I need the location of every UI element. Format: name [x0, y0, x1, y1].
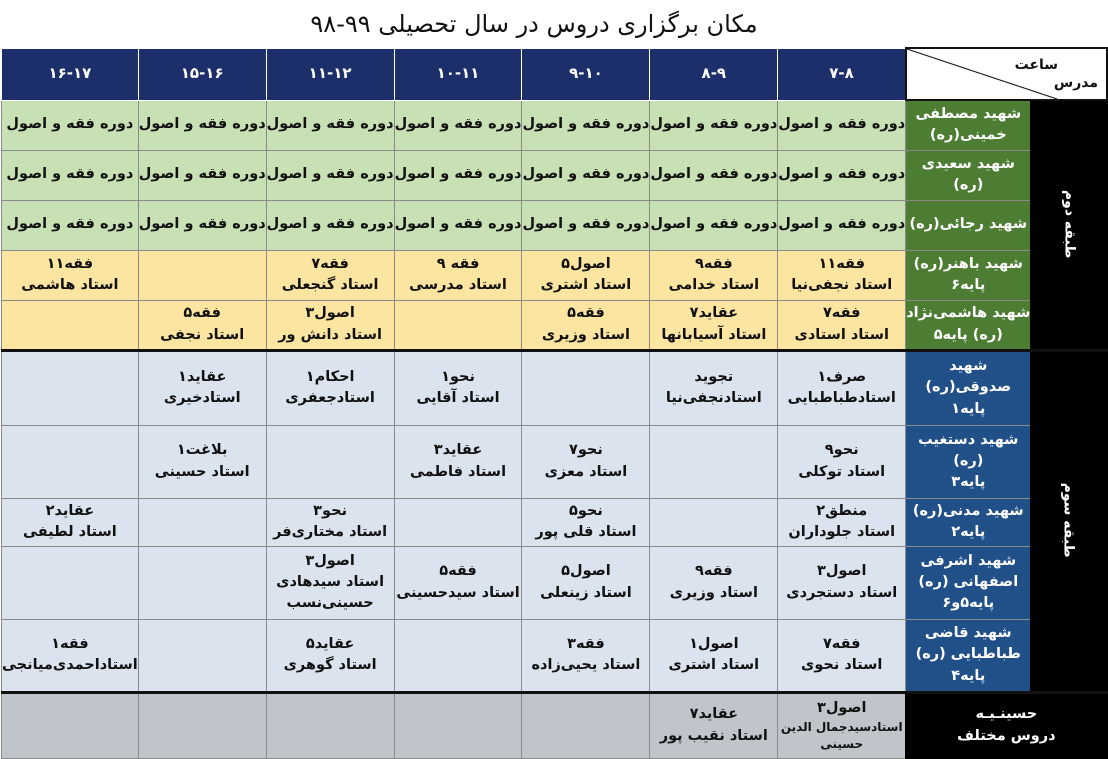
class-cell: [266, 546, 394, 619]
classroom-name: [906, 250, 1031, 300]
course-name: دوره فقه و اصول: [266, 216, 394, 233]
course-name: نحو۵: [568, 502, 603, 519]
teacher-name: استاد وزیری: [669, 584, 758, 601]
class-cell: [778, 546, 906, 619]
teacher-name: استاد آسیابانها: [661, 326, 767, 343]
schedule-row: [2, 692, 1108, 758]
classroom-name-line: خمینی(ره): [929, 127, 1007, 144]
class-cell: [650, 100, 778, 150]
class-cell: [2, 425, 139, 498]
class-cell: [394, 692, 522, 758]
class-cell: [266, 250, 394, 300]
course-name: احکام۱: [305, 368, 355, 385]
class-cell: [522, 350, 650, 425]
course-name: تجوید: [694, 368, 734, 385]
class-cell: [2, 350, 139, 425]
class-cell: [2, 250, 139, 300]
corner-teacher-label: مدرس: [1053, 74, 1099, 91]
course-name: دوره فقه و اصول: [522, 166, 650, 183]
course-name: دوره فقه و اصول: [778, 116, 906, 133]
course-name: دوره فقه و اصول: [6, 216, 134, 233]
class-cell: [650, 692, 778, 758]
class-cell: [522, 692, 650, 758]
teacher-name: استاد دستجردی: [786, 584, 898, 601]
class-cell: [266, 150, 394, 200]
course-name: فقه۷: [311, 255, 349, 272]
schedule-row: [2, 300, 1108, 350]
class-cell: [778, 250, 906, 300]
teacher-name: استادخیری: [163, 390, 241, 406]
schedule-table: [1, 47, 1108, 759]
class-cell: [522, 619, 650, 692]
course-name: بلاغت۱: [176, 442, 228, 459]
teacher-name: استاد لطیفی: [23, 524, 117, 540]
class-cell: [778, 498, 906, 546]
course-name: صرف۱: [817, 368, 867, 385]
teacher-name: استاد گوهری: [283, 657, 377, 673]
course-name: فقه۵: [183, 305, 221, 322]
teacher-name: استاداحمدی‌میانجی: [2, 657, 138, 673]
teacher-name: استاد فاطمی: [409, 463, 507, 480]
teacher-name: استاد آقایی: [416, 390, 500, 406]
teacher-name: استاد توکلی: [798, 463, 886, 480]
teacher-name: استاد نقیب پور: [659, 727, 768, 744]
class-cell: [138, 300, 266, 350]
teacher-name: استاد سیدحسینی: [396, 584, 520, 601]
course-name: دوره فقه و اصول: [778, 216, 906, 233]
classroom-name-line: پایه۲: [951, 524, 986, 540]
course-name: دوره فقه و اصول: [394, 166, 522, 183]
teacher-name: استاد نجفی‌نیا: [791, 277, 893, 293]
classroom-name-line: شهید: [949, 358, 988, 375]
schedule-row: [2, 200, 1108, 250]
schedule-row: [2, 619, 1108, 692]
course-name: فقه۳: [567, 635, 605, 652]
class-cell: [650, 300, 778, 350]
class-cell: [778, 425, 906, 498]
teacher-name: استاد نجفی: [160, 326, 245, 343]
course-name: دوره فقه و اصول: [522, 216, 650, 233]
class-cell: [2, 498, 139, 546]
classroom-name-line: صدوقی(ره): [925, 379, 1012, 396]
course-name: فقه۵: [439, 563, 477, 580]
class-cell: [650, 250, 778, 300]
corner-cell: [906, 48, 1107, 100]
classroom-name-line: دروس مختلف: [957, 727, 1056, 744]
course-name: اصول۳: [305, 305, 355, 322]
class-cell: [650, 200, 778, 250]
course-name: دوره فقه و اصول: [394, 116, 522, 133]
schedule-row: [2, 250, 1108, 300]
course-name: اصول۵: [561, 255, 611, 272]
floor-label: طبقه دوم: [1061, 190, 1078, 259]
course-name: اصول۳: [816, 563, 867, 580]
course-name: فقه۱۱: [818, 255, 865, 272]
class-cell: [138, 200, 266, 250]
course-name: فقه ۹: [436, 255, 480, 272]
course-name: فقه۱۱: [46, 255, 94, 272]
class-cell: [2, 619, 139, 692]
class-cell: [266, 498, 394, 546]
classroom-name-line: (ره) پایه۵: [933, 326, 1003, 343]
classroom-name: [906, 498, 1031, 546]
hour-header: ۹-۱۰: [522, 48, 650, 100]
course-name: عقاید۷: [689, 305, 739, 322]
class-cell: [2, 200, 139, 250]
class-cell: [138, 250, 266, 300]
course-name: دوره فقه و اصول: [650, 166, 778, 183]
class-cell: [650, 498, 778, 546]
floor-label-cell: [1031, 350, 1107, 692]
class-cell: [266, 100, 394, 150]
course-name: عقاید۳: [433, 442, 483, 459]
teacher-name: استاد خدامی: [668, 277, 760, 293]
class-cell: [138, 350, 266, 425]
teacher-name: استاد مدرسی: [409, 277, 507, 293]
course-name: عقاید۵: [305, 635, 355, 652]
classroom-name: [906, 200, 1031, 250]
class-cell: [394, 619, 522, 692]
classroom-name-line: پایه۳: [951, 474, 986, 490]
class-cell: [522, 546, 650, 619]
class-cell: [522, 425, 650, 498]
class-cell: [394, 300, 522, 350]
teacher-name: استاد جلوداران: [788, 524, 896, 540]
classroom-name-line: شهید اشرفی: [920, 552, 1017, 569]
course-name: فقه۷: [822, 635, 861, 652]
teacher-name: استاد نحوی: [801, 657, 883, 673]
course-name: نحو۳: [313, 502, 348, 519]
course-name: دوره فقه و اصول: [394, 216, 522, 233]
course-name: فقه۹: [695, 563, 733, 580]
schedule-row: [2, 100, 1108, 150]
classroom-name-line: شهید دستغیب: [918, 431, 1019, 448]
course-name: فقه۱: [51, 635, 89, 652]
teacher-name: استاد سیدهادی: [276, 573, 385, 590]
teacher-name: استادسیدجمال الدین: [780, 719, 903, 734]
course-name: عقاید۷: [689, 706, 739, 723]
hour-header: ۱۶-۱۷: [2, 48, 139, 100]
hour-header: ۱۰-۱۱: [394, 48, 522, 100]
class-cell: [778, 150, 906, 200]
floor-label: طبقه سوم: [1061, 483, 1078, 559]
class-cell: [138, 619, 266, 692]
classroom-name-line: پایه۶: [951, 277, 986, 293]
class-cell: [650, 150, 778, 200]
teacher-name: استاد استادی: [794, 326, 889, 343]
classroom-name-line: شهید سعیدی: [921, 155, 1015, 172]
course-name: منطق۲: [816, 502, 868, 519]
class-cell: [266, 350, 394, 425]
course-name: نحو۷: [568, 442, 603, 459]
class-cell: [394, 350, 522, 425]
classroom-name-line: اصفهانی (ره): [918, 573, 1019, 590]
class-cell: [778, 692, 906, 758]
teacher-name: استاد گنجعلی: [281, 277, 379, 293]
class-cell: [778, 300, 906, 350]
classroom-name: [906, 425, 1031, 498]
classroom-name-line: پایه۵و۶: [942, 595, 995, 611]
classroom-name-line: شهید رجائی(ره): [909, 216, 1028, 233]
course-name: دوره فقه و اصول: [650, 216, 778, 233]
classroom-name-line: پایه۴: [951, 667, 986, 684]
course-name: اصول۳: [816, 699, 867, 716]
schedule-row: [2, 350, 1108, 425]
course-name: فقه۵: [567, 305, 605, 322]
class-cell: [2, 100, 139, 150]
course-name: دوره فقه و اصول: [266, 166, 394, 183]
class-cell: [266, 300, 394, 350]
class-cell: [394, 498, 522, 546]
classroom-name-line: (ره): [953, 177, 984, 193]
classroom-name-line: شهید مدنی(ره): [912, 502, 1024, 519]
teacher-name: استاد یحیی‌زاده: [531, 657, 641, 673]
class-cell: [778, 200, 906, 250]
class-cell: [394, 425, 522, 498]
class-cell: [522, 498, 650, 546]
class-cell: [2, 150, 139, 200]
class-cell: [522, 100, 650, 150]
course-name: دوره فقه و اصول: [6, 166, 134, 183]
teacher-name: استادطباطبایی: [787, 390, 896, 406]
class-cell: [138, 692, 266, 758]
classroom-name-line: شهید هاشمی‌نژاد: [906, 305, 1031, 322]
class-cell: [778, 100, 906, 150]
course-name: دوره فقه و اصول: [138, 216, 266, 233]
class-cell: [266, 692, 394, 758]
class-cell: [138, 150, 266, 200]
course-name: فقه۷: [822, 305, 861, 322]
class-cell: [2, 692, 139, 758]
class-cell: [394, 150, 522, 200]
classroom-name-line: (ره): [953, 452, 984, 469]
class-cell: [778, 619, 906, 692]
corner-hour-label: ساعت: [1014, 57, 1059, 73]
course-name: اصول۵: [561, 563, 611, 580]
course-name: دوره فقه و اصول: [138, 166, 266, 183]
course-name: اصول۱: [689, 635, 739, 652]
teacher-name: استاد مختاری‌فر: [273, 524, 388, 540]
class-cell: [650, 619, 778, 692]
teacher-name: حسینی‌نسب: [286, 595, 374, 611]
course-name: نحو۹: [824, 442, 859, 459]
class-cell: [522, 150, 650, 200]
classroom-name: [906, 546, 1031, 619]
teacher-name: استاد اشتری: [540, 277, 632, 293]
hour-header: ۸-۹: [650, 48, 778, 100]
schedule-row: [2, 150, 1108, 200]
teacher-name: استاد هاشمی: [21, 277, 119, 293]
class-cell: [778, 350, 906, 425]
classroom-name: [906, 300, 1031, 350]
classroom-name: [906, 619, 1031, 692]
course-name: دوره فقه و اصول: [522, 116, 650, 133]
course-name: اصول۳: [305, 552, 355, 569]
class-cell: [266, 200, 394, 250]
course-name: دوره فقه و اصول: [650, 116, 778, 133]
teacher-name: استاد قلی پور: [535, 524, 637, 540]
classroom-name-line: پایه۱: [951, 400, 986, 417]
course-name: دوره فقه و اصول: [138, 116, 266, 133]
class-cell: [138, 425, 266, 498]
teacher-name: استاد دانش ور: [278, 326, 383, 343]
class-cell: [522, 300, 650, 350]
teacher-name: استاد اشتری: [668, 657, 760, 673]
schedule-row: [2, 498, 1108, 546]
course-name: دوره فقه و اصول: [266, 116, 394, 133]
class-cell: [2, 300, 139, 350]
class-cell: [522, 250, 650, 300]
course-name: عقاید۲: [45, 502, 95, 519]
hour-header: ۱۱-۱۲: [266, 48, 394, 100]
class-cell: [266, 619, 394, 692]
teacher-name: استادنجفی‌نیا: [665, 390, 762, 406]
course-name: دوره فقه و اصول: [778, 166, 906, 183]
classroom-name-line: شهید مصطفی: [915, 106, 1022, 123]
teacher-name: استاد وزیری: [541, 326, 631, 343]
floor-label-cell: [1031, 100, 1107, 350]
hour-header: ۱۵-۱۶: [138, 48, 266, 100]
classroom-name: [906, 692, 1107, 758]
class-cell: [138, 498, 266, 546]
classroom-name: [906, 350, 1031, 425]
class-cell: [650, 350, 778, 425]
teacher-name: استاد حسینی: [154, 463, 250, 480]
course-name: فقه۹: [695, 255, 733, 272]
class-cell: [138, 100, 266, 150]
header-row: [2, 48, 1108, 100]
teacher-name: استادجعفری: [285, 390, 375, 406]
class-cell: [650, 546, 778, 619]
schedule-row: [2, 425, 1108, 498]
teacher-name: حسینی: [820, 737, 864, 751]
teacher-name: استاد معزی: [544, 463, 628, 480]
classroom-name-line: طباطبایی (ره): [915, 646, 1021, 663]
class-cell: [394, 200, 522, 250]
classroom-name: [906, 150, 1031, 200]
class-cell: [266, 425, 394, 498]
schedule-row: [2, 546, 1108, 619]
course-name: نحو۱: [441, 368, 475, 385]
classroom-name-line: شهید قاضی: [924, 625, 1012, 642]
class-cell: [522, 200, 650, 250]
course-name: عقاید۱: [177, 368, 227, 385]
classroom-name-line: شهید باهنر(ره): [913, 255, 1023, 272]
hour-header: ۷-۸: [778, 48, 906, 100]
course-name: دوره فقه و اصول: [6, 116, 134, 133]
class-cell: [394, 546, 522, 619]
page-title: مکان برگزاری دروس در سال تحصیلی ۹۹-۹۸: [310, 10, 758, 38]
teacher-name: استاد زینعلی: [540, 584, 632, 601]
class-cell: [650, 425, 778, 498]
class-cell: [394, 100, 522, 150]
classroom-name: [906, 100, 1031, 150]
classroom-name-line: حسینـیـه: [975, 706, 1038, 723]
class-cell: [138, 546, 266, 619]
class-cell: [394, 250, 522, 300]
class-cell: [2, 546, 139, 619]
